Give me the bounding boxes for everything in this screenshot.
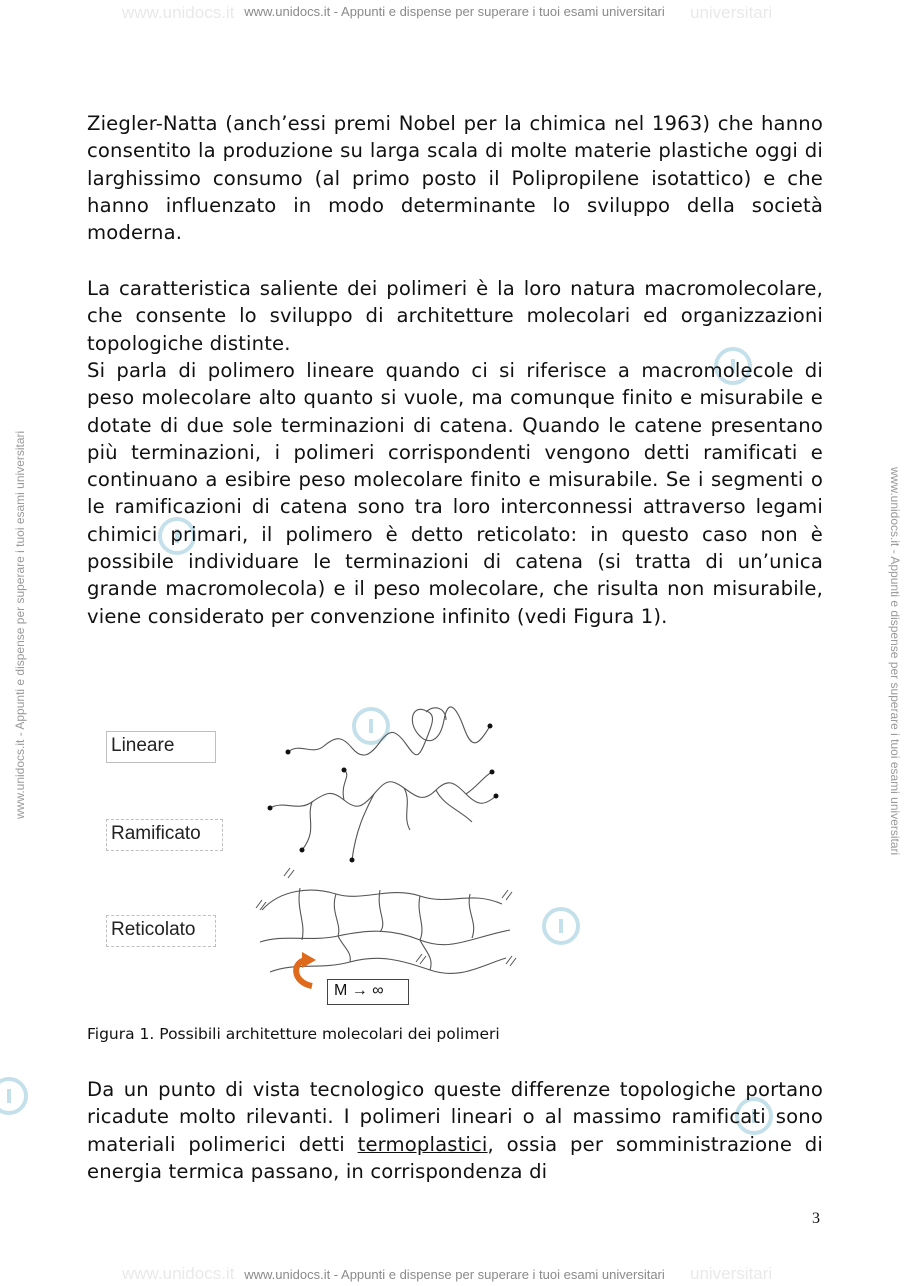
watermark-side-left: www.unidocs.it - Appunti e dispense per superare i tuoi esami universitari (13, 430, 27, 819)
unidocs-logo-icon (0, 1075, 30, 1117)
watermark-ghost-right: universitari (690, 3, 773, 22)
orange-curved-arrow-icon (296, 952, 316, 986)
paragraph-4-text-after: , ossia per somministrazione di energia termica passano, in corrispondenza di (87, 1132, 823, 1183)
watermark-top[interactable]: www.unidocs.it - Appunti e dispense per superare i tuoi esami universitari (244, 4, 665, 19)
network-chains (262, 890, 502, 910)
watermark-ghost-left: www.unidocs.it (122, 3, 235, 22)
watermark-ghost-left-bottom: www.unidocs.it (122, 1264, 235, 1283)
label-linear: Lineare (106, 731, 216, 763)
linear-chain (288, 707, 490, 755)
term-termoplastici: termoplastici (357, 1132, 488, 1156)
paragraph-1: Ziegler-Natta (anch’essi premi Nobel per la chimica nel 1963) che hanno consentito la produzione su larga scala di molte materie plastiche oggi di larghissimo consumo (al primo posto il Polipropilene isotattico) e che hanno influenzato in modo determinante lo sviluppo della società moderna. (87, 112, 823, 245)
watermark-side-right: www.unidocs.it - Appunti e dispense per superare i tuoi esami universitari (888, 467, 902, 856)
watermark-ghost-right-bottom: universitari (690, 1264, 773, 1283)
page-number: 3 (812, 1210, 820, 1227)
label-network: Reticolato (106, 915, 216, 947)
paragraph-4-text-before: Da un punto di vista tecnologico queste differenze topologiche portano ricadute molto rilevanti. I polimeri lineari o al massimo ramificati sono materiali polimerici detti (87, 1078, 823, 1156)
unidocs-logo-icon (540, 905, 582, 947)
branched-chain (270, 782, 496, 808)
figure-caption: Figura 1. Possibili architetture molecolari dei polimeri (87, 1025, 500, 1043)
label-branched: Ramificato (106, 819, 223, 851)
watermark-bottom[interactable]: www.unidocs.it - Appunti e dispense per superare i tuoi esami universitari (244, 1267, 665, 1282)
mass-infinity-label: M → ∞ (327, 979, 409, 1005)
paragraph-4 (87, 1076, 823, 1185)
paragraph-3: Si parla di polimero lineare quando ci si riferisce a macromolecole di peso molecolare alto quanto si vuole, ma comunque finito e misurabile e dotate di due sole terminazioni di catena. Quando le catene presentano più terminazioni, i polimeri corrispondenti vengono detti ramificati e continuano a esibire peso molecolare finito e misurabile. Se i segmenti o le ramificazioni di catena sono tra loro interconnessi attraverso legami chimici primari, il polimero è detto reticolato: in questo caso non è possibile individuare le terminazioni di catena (si tratta di un’unica grande macromolecola) e il peso molecolare, che risulta non misurabile, viene considerato per convenzione infinito (vedi Figura 1). (87, 359, 823, 628)
paragraph-2: La caratteristica saliente dei polimeri è la loro natura macromolecolare, che consente lo sviluppo di architetture molecolari ed organizzazioni topologiche distinte. (87, 277, 823, 355)
polymer-architectures-figure (240, 690, 530, 990)
